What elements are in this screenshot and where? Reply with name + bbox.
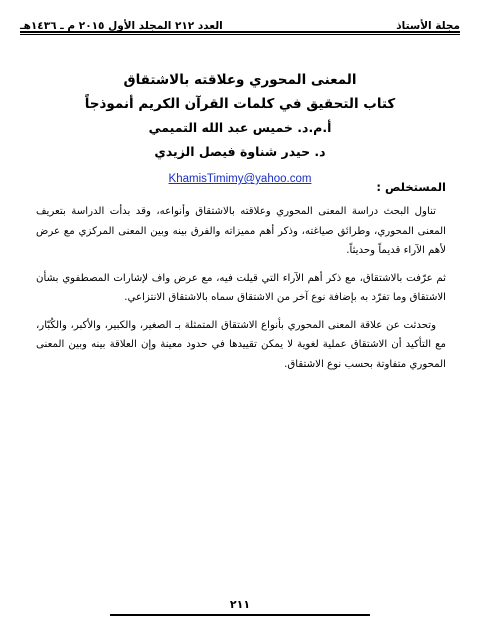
page-number: ٢١١ (229, 598, 251, 611)
issue-info: العدد ٢١٢ المجلد الأول ٢٠١٥ م ـ ١٤٣٦هـ (20, 20, 223, 32)
abstract-body (36, 202, 446, 382)
running-header (20, 14, 460, 32)
journal-name: مجلة الأستاذ (396, 20, 460, 32)
author-email-link[interactable]: KhamisTimimy@yahoo.com (168, 173, 312, 185)
abstract-paragraph: ثم عرّفت بالاشتقاق، مع ذكر أهم الآراء التي قيلت فيه، مع عرض واف لإشارات المصطفوي بشأن الاشتقاق وما تفرّد به بإضافة نوع آخر من الاشتقاق سماه بالاشتقاق الانتزاعي. (36, 272, 446, 303)
paper-subtitle: كتاب التحقيق في كلمات القرآن الكريم أنموذجاً (84, 96, 396, 112)
abstract-paragraph: وتحدثت عن علاقة المعنى المحوري بأنواع الاشتقاق المتمثلة بـ الصغير، والكبير، والأكبر، والكُبّار، مع التأكيد أن الاشتقاق عملية لغوية لا يمكن تقييدها في حدود معينة وإن العلاقة بينه وبين المعنى المحوري متفاوتة بحسب نوع الاشتقاق. (36, 319, 446, 370)
header-rule-thin (20, 34, 460, 35)
footer-rule (110, 614, 370, 616)
abstract-heading: المستخلص : (376, 180, 446, 194)
author-first: أ.م.د. خميس عبد الله التميمي (148, 120, 332, 135)
paper-title: المعنى المحوري وعلاقته بالاشتقاق (123, 72, 357, 88)
title-block (40, 68, 440, 188)
author-second: د. حيدر شناوة فيصل الزيدي (154, 144, 326, 159)
abstract-paragraph: تناول البحث دراسة المعنى المحوري وعلاقته بالاشتقاق وأنواعه، وقد بدأت الدراسة بتعريف المعنى المحوري، وطرائق صياغته، وذكر أهم مميزاته والفرق بينه وبين المعنى المركزي مع عرض لأهم الآراء قديماً وحديثاً. (36, 206, 446, 256)
header-rule (20, 31, 460, 33)
